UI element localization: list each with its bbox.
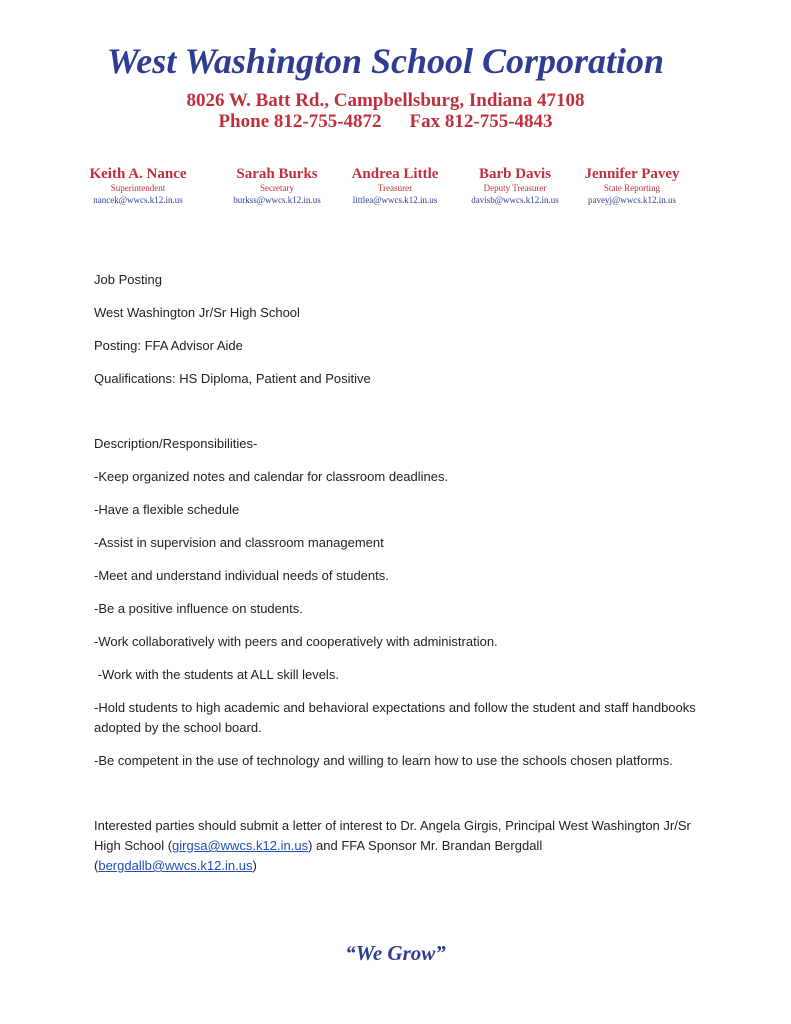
interest-text: ) and FFA Sponsor Mr. Brandan Bergdall ( (94, 838, 543, 873)
staff-title: Treasurer (377, 183, 413, 193)
responsibility-item: -Be competent in the use of technology and willing to learn how to use the schools chosen platforms. (94, 753, 673, 768)
staff-email[interactable]: davisb@wwcs.k12.in.us (471, 195, 559, 205)
principal-email-link[interactable]: girgsa@wwcs.k12.in.us (172, 838, 309, 853)
responsibility-item: -Be a positive influence on students. (94, 601, 303, 616)
responsibility-item: -Assist in supervision and classroom management (94, 535, 384, 550)
staff-name: Andrea Little (351, 166, 439, 182)
posting-qualifications: Qualifications: HS Diploma, Patient and Positive (94, 371, 371, 386)
posting-position: Posting: FFA Advisor Aide (94, 338, 243, 353)
interest-text: Interested parties should submit a letter of interest to Dr. Angela Girgis, Principal West Washington Jr/Sr High School ( (94, 818, 691, 853)
staff-email[interactable]: paveyj@wwcs.k12.in.us (587, 195, 677, 205)
staff-title: Superintendent (110, 183, 166, 193)
staff-name: Keith A. Nance (89, 166, 187, 182)
staff-name: Sarah Burks (236, 166, 318, 182)
staff-member (325, 166, 465, 206)
sponsor-email-link[interactable]: bergdallb@wwcs.k12.in.us (98, 858, 253, 873)
contact-line (0, 111, 771, 133)
posting-school: West Washington Jr/Sr High School (94, 305, 300, 320)
staff-email[interactable]: littlea@wwcs.k12.in.us (352, 195, 438, 205)
responsibilities-heading: Description/Responsibilities- (94, 436, 258, 451)
staff-email[interactable]: burkss@wwcs.k12.in.us (233, 195, 321, 205)
staff-name: Barb Davis (478, 166, 552, 182)
staff-member (68, 166, 208, 206)
staff-member (562, 166, 702, 206)
org-address: 8026 W. Batt Rd., Campbellsburg, Indiana 47108 (186, 90, 585, 111)
interest-text: ) (252, 858, 257, 873)
responsibility-item: -Have a flexible schedule (94, 502, 240, 517)
footer-motto: “We Grow” (345, 941, 446, 965)
responsibility-item: -Keep organized notes and calendar for classroom deadlines. (94, 469, 449, 484)
responsibility-item: -Work with the students at ALL skill levels. (94, 667, 339, 682)
fax-number: Fax 812-755-4843 (409, 111, 553, 132)
responsibility-item: -Work collaboratively with peers and cooperatively with administration. (94, 634, 498, 649)
staff-title: Deputy Treasurer (483, 183, 547, 193)
responsibility-item: -Meet and understand individual needs of students. (94, 568, 389, 583)
staff-title: State Reporting (603, 183, 661, 193)
org-name: West Washington School Corporation (106, 41, 665, 81)
responsibility-item: -Hold students to high academic and behavioral expectations and follow the student and staff handbooks adopted by the school board. (94, 700, 696, 735)
phone-number: Phone 812-755-4872 (218, 111, 382, 132)
staff-title: Secretary (260, 183, 294, 193)
interest-paragraph (94, 816, 706, 876)
staff-email[interactable]: nancek@wwcs.k12.in.us (93, 195, 183, 205)
posting-heading: Job Posting (94, 272, 162, 287)
staff-name: Jennifer Pavey (584, 166, 680, 182)
